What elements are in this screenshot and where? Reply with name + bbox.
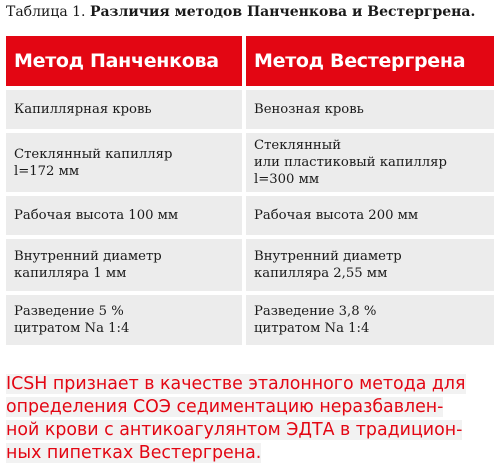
table-cell: Рабочая высота 200 мм xyxy=(246,196,494,235)
table-cell: Рабочая высота 100 мм xyxy=(6,196,242,235)
caption-title: Различия методов Панченкова и Вестергрена. xyxy=(89,4,476,20)
caption-prefix: Таблица 1. xyxy=(6,4,90,20)
table-caption xyxy=(6,3,475,21)
table-cell: Капиллярная кровь xyxy=(6,90,242,129)
icsh-note xyxy=(6,373,496,465)
header-panchenkov: Метод Панченкова xyxy=(6,36,242,86)
icsh-note-text: ICSH признает в качестве эталонного метода для определения СОЭ седиментацию неразбавлен- ной крови с антикоагулянтом ЭДТА в традицион- ных пипетках Вестергрена. xyxy=(6,374,466,463)
header-westergren: Метод Вестергрена xyxy=(246,36,494,86)
comparison-table xyxy=(6,36,494,345)
table-cell: Стеклянный капилляр l=172 мм xyxy=(6,133,242,192)
table-cell: Венозная кровь xyxy=(246,90,494,129)
table-cell: Разведение 3,8 % цитратом Na 1:4 xyxy=(246,295,494,345)
table-cell: Внутренний диаметр капилляра 1 мм xyxy=(6,239,242,291)
table-cell: Стеклянный или пластиковый капилляр l=300 мм xyxy=(246,133,494,192)
table-cell: Внутренний диаметр капилляра 2,55 мм xyxy=(246,239,494,291)
table-cell: Разведение 5 % цитратом Na 1:4 xyxy=(6,295,242,345)
